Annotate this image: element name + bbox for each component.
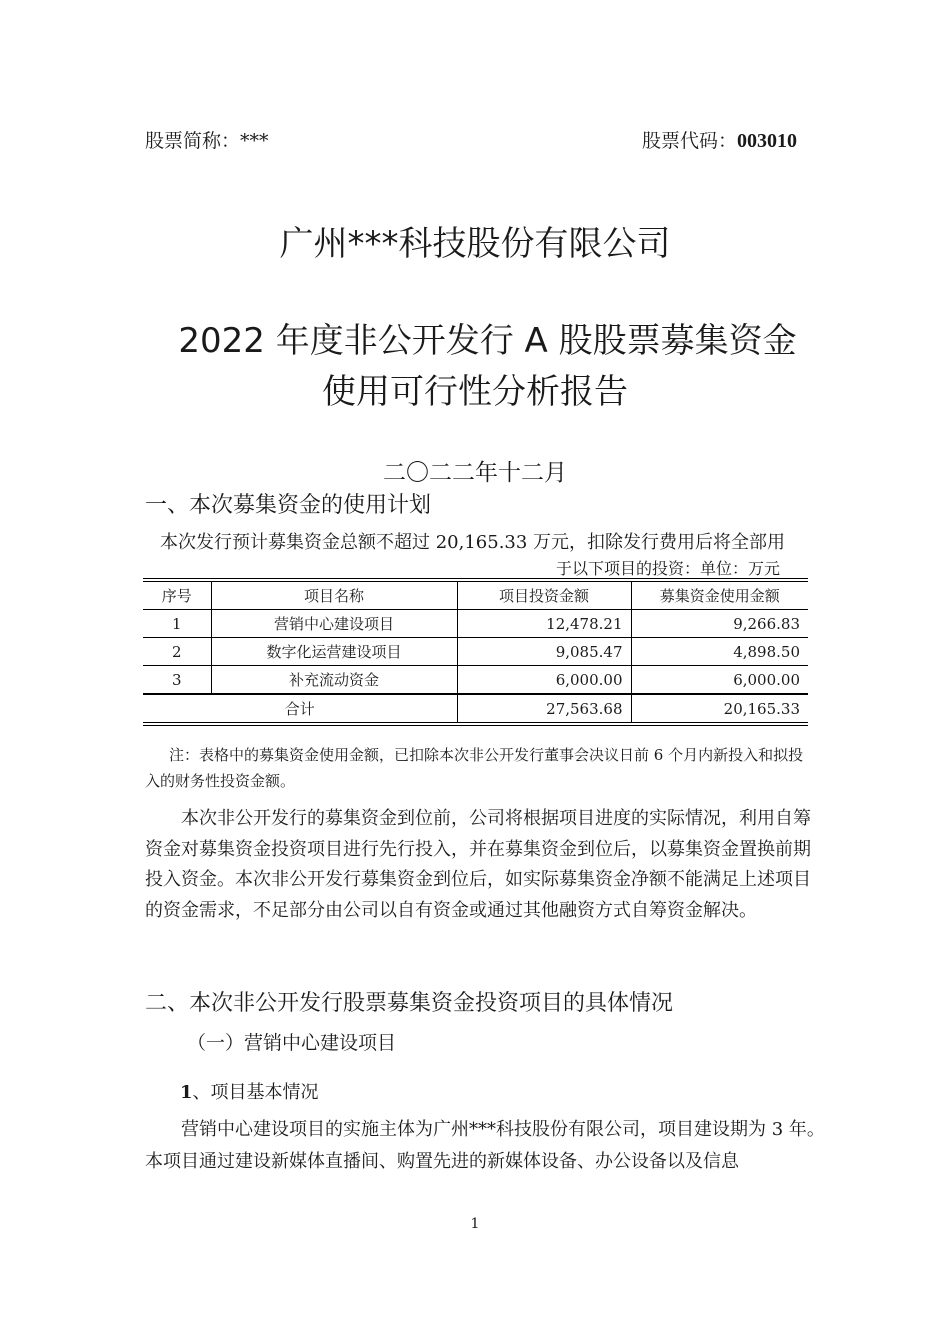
item-title: 、项目基本情况	[192, 1082, 319, 1103]
section-1-intro-line-2: 于以下项目的投资：单位：万元	[556, 559, 781, 578]
row-project-name: 数字化运营建设项目	[211, 638, 457, 666]
row-no: 3	[143, 666, 211, 695]
row-no: 1	[143, 610, 211, 638]
header-raised-funds: 募集资金使用金额	[631, 580, 808, 610]
table-header-row	[143, 580, 808, 610]
project-description-paragraph: 营销中心建设项目的实施主体为广州***科技股份有限公司，项目建设期为 3 年。本项目通过建设新媒体直播间、购置先进的新媒体设备、办公设备以及信息	[145, 1119, 825, 1172]
stock-code-line	[642, 126, 797, 153]
table-row	[143, 666, 808, 695]
stock-code: 003010	[737, 130, 798, 152]
item-1-heading	[180, 1078, 319, 1104]
section-2-heading: 二、本次非公开发行股票募集资金投资项目的具体情况	[145, 991, 674, 1016]
section-1-heading: 一、本次募集资金的使用计划	[145, 493, 432, 518]
header-no: 序号	[143, 580, 211, 610]
row-investment: 12,478.21	[457, 610, 631, 638]
report-date: 二〇二二年十二月	[383, 460, 567, 486]
stock-code-label: 股票代码：	[642, 130, 738, 152]
report-title-line-1: 2022 年度非公开发行 A 股股票募集资金	[178, 321, 797, 361]
total-raised-funds: 20,165.33	[631, 694, 808, 724]
row-no: 2	[143, 638, 211, 666]
report-title-line-2: 使用可行性分析报告	[322, 372, 628, 412]
row-project-name: 补充流动资金	[211, 666, 457, 695]
header-project-name: 项目名称	[211, 580, 457, 610]
table-note: 注：表格中的募集资金使用金额，已扣除本次非公开发行董事会决议日前 6 个月内新投入和拟投入的财务性投资金额。	[145, 746, 804, 790]
header-investment: 项目投资金额	[457, 580, 631, 610]
page-number: 1	[470, 1216, 480, 1232]
row-investment: 9,085.47	[457, 638, 631, 666]
company-name: 广州***科技股份有限公司	[279, 224, 671, 264]
total-label: 合计	[143, 694, 457, 724]
table-row	[143, 638, 808, 666]
fund-usage-table	[143, 578, 808, 726]
stock-short-name: 股票简称：***	[145, 130, 269, 152]
table-row	[143, 610, 808, 638]
row-investment: 6,000.00	[457, 666, 631, 695]
section-1-intro-line-1: 本次发行预计募集资金总额不超过 20,165.33 万元，扣除发行费用后将全部用	[160, 532, 786, 553]
row-project-name: 营销中心建设项目	[211, 610, 457, 638]
row-raised-funds: 4,898.50	[631, 638, 808, 666]
table-total-row	[143, 694, 808, 724]
item-number: 1	[180, 1082, 193, 1103]
section-2-subheading: （一）营销中心建设项目	[187, 1032, 397, 1054]
row-raised-funds: 6,000.00	[631, 666, 808, 695]
row-raised-funds: 9,266.83	[631, 610, 808, 638]
funding-arrangement-paragraph: 本次非公开发行的募集资金到位前，公司将根据项目进度的实际情况，利用自筹资金对募集资金投资项目进行先行投入，并在募集资金到位后，以募集资金置换前期投入资金。本次非公开发行募集资金到位后，如实际募集资金净额不能满足上述项目的资金需求，不足部分由公司以自有资金或通过其他融资方式自筹资金解决。	[145, 808, 811, 921]
total-investment: 27,563.68	[457, 694, 631, 724]
